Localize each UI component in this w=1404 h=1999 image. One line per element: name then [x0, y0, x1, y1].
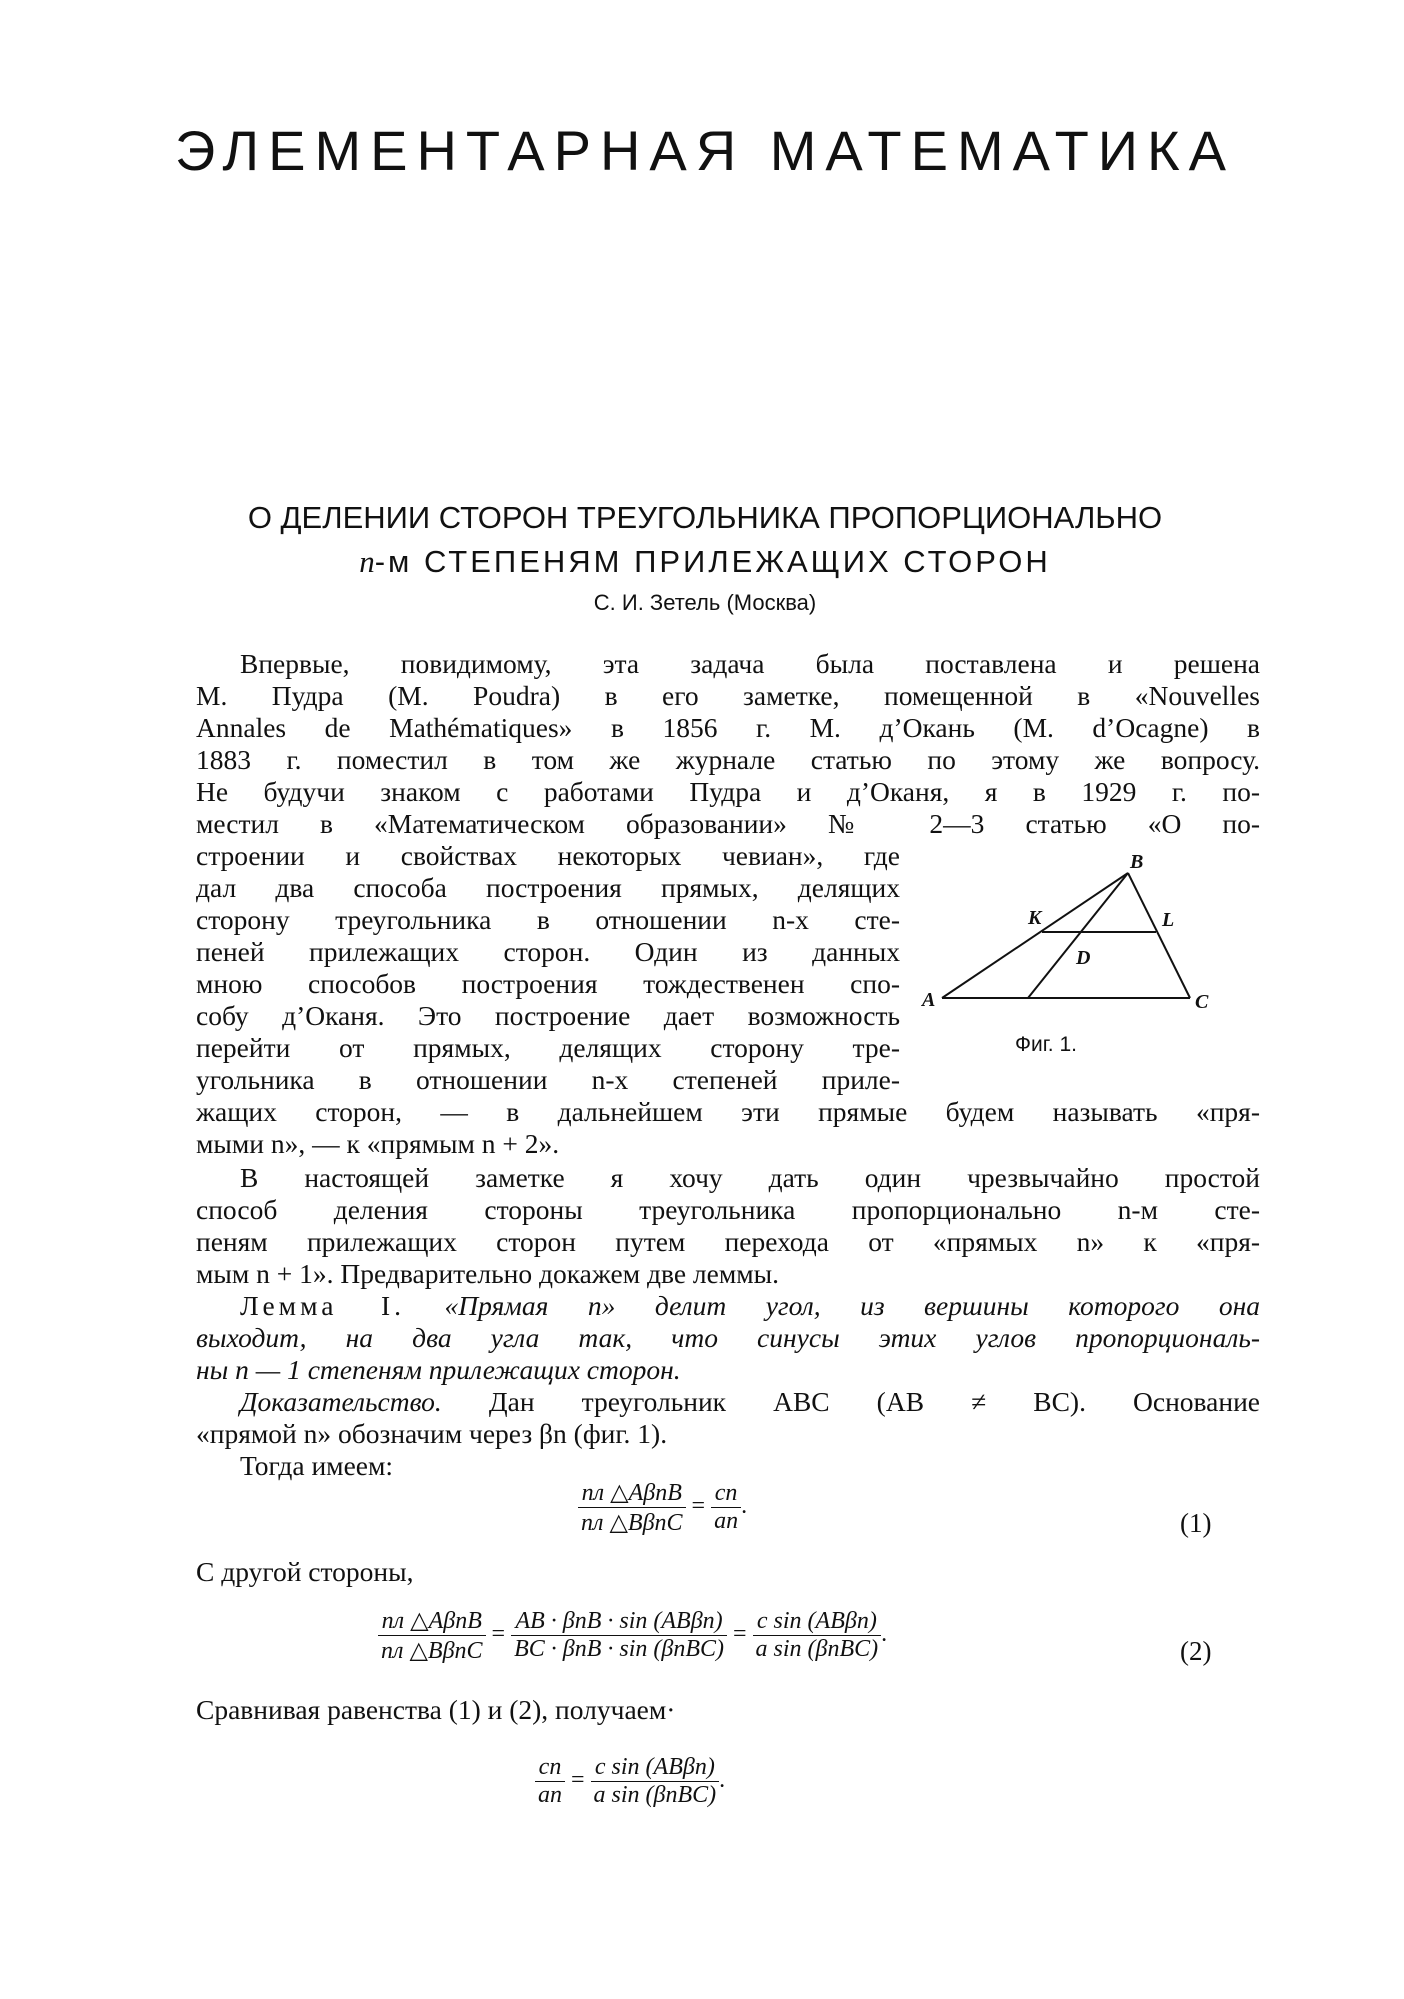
eq1-lhs-num: пл △AβnB	[578, 1478, 686, 1508]
equation-1: $\frac{\text{пл △AβnB}}{\text{пл △BβnC}}$ = $\frac{cn}{an}$ .	[578, 1478, 747, 1537]
eq2-equals-2: =	[733, 1621, 747, 1648]
p1-line: Annales de Mathématiques» в 1856 г. М. д’Окань (M. d’Ocagne) в	[196, 712, 1260, 743]
title-n: n	[359, 544, 375, 579]
p2-line: В настоящей заметке я хочу дать один чрезвычайно простой	[240, 1162, 1260, 1193]
author-city: (Москва)	[726, 590, 817, 615]
p1-line: собу д’Оканя. Это построение дает возможность	[196, 1000, 900, 1031]
side-bc	[1128, 873, 1190, 998]
eq1-label: (1)	[1180, 1508, 1212, 1538]
eq1-rhs	[711, 1480, 741, 1535]
p1-line: сторону треугольника в отношении n-х сте-	[196, 904, 900, 935]
equation-3: $\frac{cn}{an}$ = $\frac{\text{c sin (ABβn)}}{\text{a sin (βnBC)}}$ .	[535, 1754, 725, 1809]
eq2-lhs-den: пл △BβnC	[381, 1638, 483, 1664]
eq3-rhs	[591, 1754, 720, 1809]
lemma-line-3	[196, 1354, 1260, 1386]
eq2-lhs	[378, 1606, 486, 1665]
label-l: L	[1162, 909, 1175, 931]
p1-line: мною способов построения тождественен спо-	[196, 968, 900, 999]
article-title-line2	[150, 540, 1260, 584]
eq2-mid	[511, 1608, 727, 1663]
p1-line: мыми n», — к «прямым n + 2».	[196, 1128, 560, 1159]
eq3-lhs-den: an	[538, 1782, 562, 1808]
label-k: K	[1028, 907, 1042, 929]
side-ab	[942, 873, 1128, 998]
eq2-lhs-num: пл △AβnB	[378, 1606, 486, 1636]
eq1-lhs-den: пл △BβnC	[581, 1510, 683, 1536]
lemma-line-1	[240, 1290, 1260, 1322]
lemma-label: Лемма I.	[240, 1290, 406, 1321]
eq2-rhs-den: a sin (βnBC)	[755, 1636, 879, 1662]
lemma-text-1: «Прямая n» делит угол, из вершины которого она	[444, 1290, 1260, 1321]
eq3-lhs-num: cn	[535, 1754, 565, 1782]
title-rest: СТЕПЕНЯМ ПРИЛЕЖАЩИХ СТОРОН	[423, 544, 1051, 579]
p1-line: угольника в отношении n-х степеней приле-	[196, 1064, 900, 1095]
eq3-lhs	[535, 1754, 565, 1809]
eq1-equals: =	[691, 1493, 706, 1520]
p1-line: местил в «Математическом образовании» № 2—3 статью «О по-	[196, 808, 1260, 839]
eq3-rhs-num: c sin (ABβn)	[591, 1754, 720, 1782]
lemma-line-2	[196, 1322, 1260, 1354]
article-title-line1: О ДЕЛЕНИИ СТОРОН ТРЕУГОЛЬНИКА ПРОПОРЦИОНАЛЬНО	[247, 500, 1163, 535]
article-title	[150, 496, 1260, 584]
p1-line: М. Пудра (M. Poudra) в его заметке, помещенной в «Nouvelles	[196, 680, 1260, 711]
label-b: B	[1130, 851, 1144, 873]
eq2-rhs-num: c sin (ABβn)	[753, 1608, 882, 1636]
eq1-rhs-den: an	[714, 1508, 739, 1534]
p2-line: способ деления стороны треугольника пропорционально n-м сте-	[196, 1194, 1260, 1225]
label-d: D	[1076, 947, 1091, 969]
proof-text-1: Дан треугольник ABC (AB ≠ BC). Основание	[488, 1386, 1261, 1417]
p1-line: Впервые, повидимому, эта задача была поставлена и решена	[240, 648, 1260, 679]
eq1-rhs-num: cn	[711, 1480, 741, 1508]
proof-line-1	[240, 1386, 1260, 1418]
figure-1	[920, 850, 1220, 1050]
byline	[150, 590, 1260, 616]
p1-line: дал два способа построения прямых, делящих	[196, 872, 900, 903]
author-name: С. И. Зетель	[593, 590, 721, 615]
eq2-rhs	[753, 1608, 882, 1663]
eq3-rhs-den: a sin (βnBC)	[593, 1782, 717, 1808]
p1-line: строении и свойствах некоторых чевиан», где	[196, 840, 900, 871]
lemma-text-3: ны n — 1 степеням прилежащих сторон.	[196, 1354, 681, 1385]
p2-line: мым n + 1». Предварительно докажем две леммы.	[196, 1258, 779, 1289]
p1-line: Не будучи знаком с работами Пудра и д’Оканя, я в 1929 г. по-	[196, 776, 1260, 807]
p1-line: пеней прилежащих сторон. Один из данных	[196, 936, 900, 967]
proof-line-2: «прямой n» обозначим через βn (фиг. 1).	[196, 1418, 668, 1449]
proof-label: Доказательство.	[240, 1386, 442, 1417]
p2-line: пеням прилежащих сторон путем перехода от «прямых n» к «пря-	[196, 1226, 1260, 1257]
cevian-b	[1028, 873, 1128, 998]
p1-line: жащих сторон, — в дальнейшем эти прямые будем называть «пря-	[196, 1096, 1260, 1127]
eq2-mid-den: BC · βnB · sin (βnBC)	[514, 1636, 724, 1662]
title-suffix: -м	[374, 544, 413, 579]
eq3-equals: =	[571, 1767, 585, 1794]
section-title: ЭЛЕМЕНТАРНАЯ МАТЕМАТИКА	[174, 119, 1235, 182]
then-we-have: Тогда имеем:	[240, 1450, 394, 1481]
p1-line: 1883 г. поместил в том же журнале статью по этому же вопросу.	[196, 744, 1260, 775]
p1-line: перейти от прямых, делящих сторону тре-	[196, 1032, 900, 1063]
equation-2: $\frac{\text{пл △AβnB}}{\text{пл △BβnC}}$ = $\frac{\text{AB · βnB · sin (ABβn)}}{\text{BC · βnB · sin (βnBC)}}$ = $\frac{\text{c sin (ABβn)}}{\text{a sin (βnBC)}}$ .	[378, 1606, 887, 1665]
label-a: A	[922, 989, 936, 1011]
eq2-mid-num: AB · βnB · sin (ABβn)	[511, 1608, 727, 1636]
lemma-text-2: выходит, на два угла так, что синусы этих углов пропорциональ-	[196, 1322, 1260, 1353]
eq2-equals-1: =	[491, 1621, 506, 1648]
comparing-line: Сравнивая равенства (1) и (2), получаем·	[196, 1694, 676, 1725]
other-side: С другой стороны,	[196, 1556, 414, 1587]
eq1-lhs	[578, 1478, 686, 1537]
label-c: C	[1195, 991, 1209, 1013]
figure-caption: Фиг. 1.	[1015, 1033, 1077, 1056]
eq2-label: (2)	[1180, 1636, 1212, 1666]
